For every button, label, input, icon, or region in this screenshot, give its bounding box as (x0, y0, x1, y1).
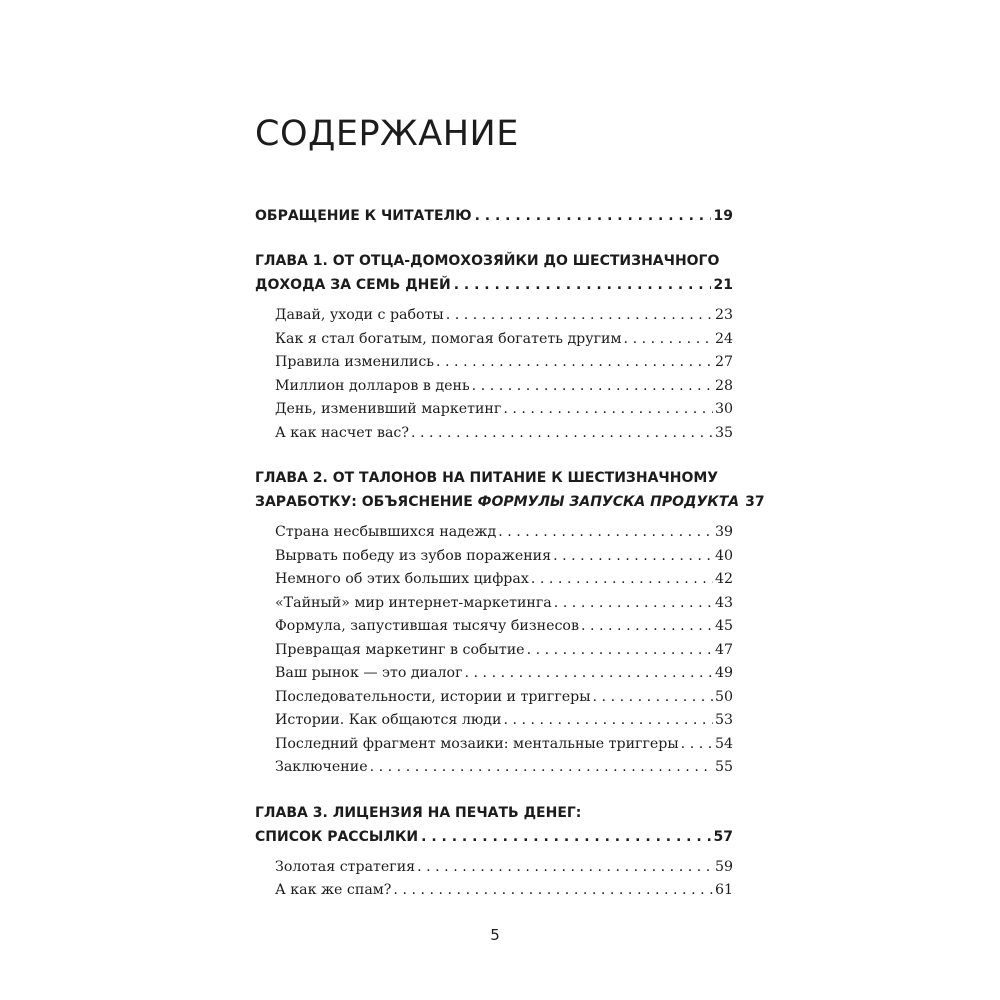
subsection-page: 61 (714, 882, 733, 898)
subsection-label: Миллион долларов в день (275, 377, 470, 394)
subsection-page: 47 (714, 641, 733, 658)
subsection-page: 40 (714, 547, 733, 564)
subsection-label: Немного об этих больших цифрах (275, 571, 529, 587)
dot-leader (498, 521, 713, 545)
page-number: 5 (490, 926, 500, 944)
toc-subsection[interactable] (255, 879, 733, 903)
dot-leader (624, 328, 713, 352)
subsection-label: Последний фрагмент мозаики: ментальные триггеры (275, 735, 679, 752)
dot-leader (411, 422, 713, 446)
table-of-contents (255, 204, 765, 903)
toc-subsection[interactable] (255, 615, 733, 639)
subsection-page: 53 (714, 712, 733, 728)
dot-leader (581, 615, 713, 639)
chapter-title-line (255, 273, 451, 297)
dot-leader (465, 662, 713, 686)
subsection-page: 59 (714, 858, 733, 875)
subsection-page: 42 (714, 571, 733, 587)
toc-subsection[interactable] (255, 592, 733, 616)
subsection-page: 35 (714, 424, 733, 441)
subsection-label: Превращая маркетинг в событие (275, 641, 525, 658)
subsection-page: 30 (714, 401, 733, 417)
subsection-page: 43 (714, 594, 733, 611)
dot-leader (370, 756, 713, 780)
toc-subsection[interactable] (255, 568, 733, 592)
toc-subsection[interactable] (255, 709, 733, 733)
toc-subsection[interactable] (255, 545, 733, 569)
subsection-label: Истории. Как общаются люди (275, 712, 502, 728)
page-title: СОДЕРЖАНИЕ (255, 114, 519, 154)
chapter-title-italic: ФОРМУЛЫ ЗАПУСКА ПРОДУКТА (477, 494, 740, 510)
dot-leader (503, 398, 713, 422)
subsection-page: 27 (714, 354, 733, 370)
subsection-page: 39 (714, 524, 733, 540)
toc-entry-page: 19 (713, 208, 733, 224)
chapter-title-text: ДОХОДА ЗА СЕМЬ ДНЕЙ (255, 277, 451, 293)
subsection-label: Страна несбывшихся надежд (275, 524, 497, 540)
chapter-page: 21 (713, 277, 733, 293)
subsection-label: Вырвать победу из зубов поражения (275, 547, 552, 564)
toc-subsection[interactable] (255, 304, 733, 328)
toc-subsection[interactable] (255, 639, 733, 663)
subsection-label: Последовательности, истории и триггеры (275, 688, 591, 705)
dot-leader (472, 375, 713, 399)
subsection-page: 23 (714, 307, 733, 323)
chapter-title-entry (255, 490, 765, 514)
chapters-list (255, 228, 765, 903)
dot-leader (436, 351, 713, 375)
chapter-heading[interactable] (255, 466, 765, 514)
subsection-label: А как насчет вас? (275, 424, 409, 441)
toc-entry-intro[interactable] (255, 204, 733, 228)
chapter-page: 57 (713, 828, 733, 845)
toc-subsection[interactable] (255, 662, 733, 686)
toc-subsection[interactable] (255, 521, 733, 545)
toc-subsection[interactable] (255, 856, 733, 880)
dot-leader (593, 686, 713, 710)
dot-leader (503, 709, 713, 733)
chapter-title-line (255, 825, 418, 849)
toc-subsection[interactable] (255, 733, 733, 757)
chapter-title-entry (255, 825, 733, 849)
dot-leader (527, 639, 713, 663)
dot-leader (446, 304, 713, 328)
toc-subsection[interactable] (255, 398, 733, 422)
subsection-label: «Тайный» мир интернет-маркетинга (275, 594, 552, 611)
toc-subsection[interactable] (255, 756, 733, 780)
subsection-page: 24 (714, 330, 733, 347)
dot-leader (393, 879, 713, 903)
chapter-title-entry (255, 273, 733, 297)
subsection-label: Золотая стратегия (275, 858, 416, 875)
dot-leader (681, 733, 713, 757)
toc-subsection[interactable] (255, 375, 733, 399)
subsection-page: 54 (714, 735, 733, 752)
dot-leader (554, 592, 713, 616)
toc-entry-label: ОБРАЩЕНИЕ К ЧИТАТЕЛЮ (255, 208, 472, 224)
chapter-title-line: ГЛАВА 1. ОТ ОТЦА-ДОМОХОЗЯЙКИ ДО ШЕСТИЗНАЧНОГО (255, 253, 720, 269)
toc-subsection[interactable] (255, 328, 733, 352)
subsection-page: 45 (714, 618, 733, 634)
subsection-label: А как же спам? (275, 882, 392, 898)
chapter-title-line (255, 490, 739, 514)
chapter-title-text: ЗАРАБОТКУ: ОБЪЯСНЕНИЕ (255, 494, 478, 510)
subsection-label: Ваш рынок — это диалог (275, 665, 463, 681)
dot-leader (553, 545, 713, 569)
chapter-heading[interactable] (255, 249, 733, 297)
subsection-label: Заключение (275, 759, 368, 775)
chapter-page: 37 (745, 494, 765, 510)
subsection-label: Формула, запустившая тысячу бизнесов (275, 618, 579, 634)
chapter-title-text: СПИСОК РАССЫЛКИ (255, 828, 419, 845)
subsection-label: День, изменивший маркетинг (275, 401, 502, 417)
chapter-title-line: ГЛАВА 2. ОТ ТАЛОНОВ НА ПИТАНИЕ К ШЕСТИЗНАЧНОМУ (255, 470, 719, 486)
subsection-label: Правила изменились (275, 354, 435, 370)
chapter-title-line: ГЛАВА 3. ЛИЦЕНЗИЯ НА ПЕЧАТЬ ДЕНЕГ: (255, 804, 582, 821)
dot-leader (531, 568, 713, 592)
subsection-page: 50 (714, 688, 733, 705)
subsection-label: Как я стал богатым, помогая богатеть другим (275, 330, 622, 347)
subsection-label: Давай, уходи с работы (275, 307, 444, 323)
dot-leader (421, 825, 710, 849)
toc-subsection[interactable] (255, 351, 733, 375)
chapter-heading[interactable] (255, 801, 733, 849)
dot-leader (454, 273, 711, 297)
toc-subsection[interactable] (255, 686, 733, 710)
subsection-page: 55 (714, 759, 733, 775)
dot-leader (417, 856, 713, 880)
subsection-page: 28 (714, 377, 733, 394)
toc-subsection[interactable] (255, 422, 733, 446)
dot-leader (475, 204, 711, 228)
subsection-page: 49 (714, 665, 733, 681)
